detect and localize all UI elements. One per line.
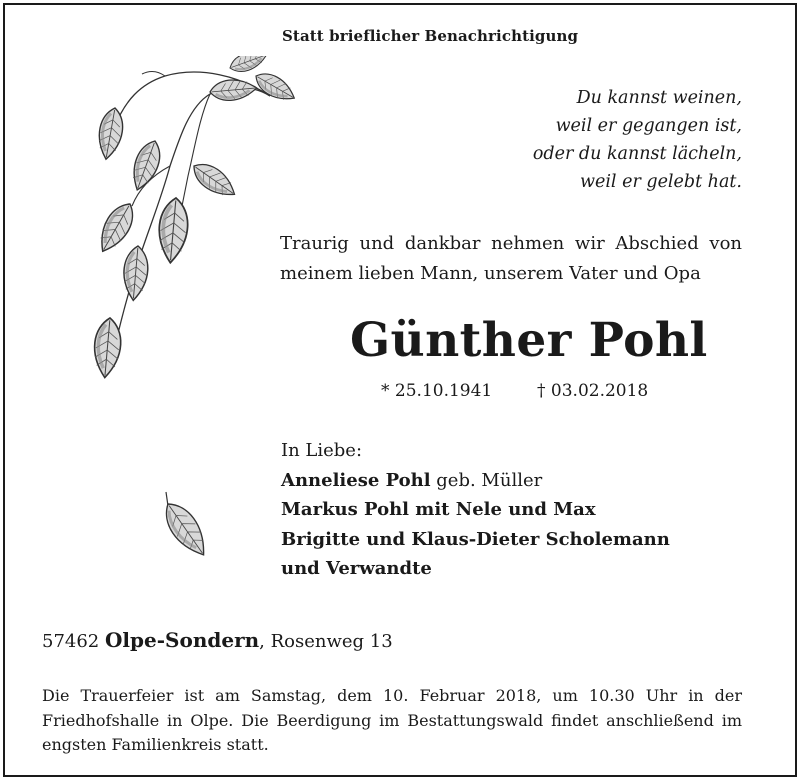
header-note: Statt brieflicher Benachrichtigung	[282, 27, 579, 45]
mourner-line	[281, 525, 670, 555]
mourners-list	[281, 436, 670, 584]
mourner-spouse	[281, 466, 670, 496]
mourner-line	[281, 495, 670, 525]
address	[42, 628, 393, 652]
farewell-line: meinem lieben Mann, unserem Vater und Opa	[280, 263, 701, 284]
birch-branch-illustration	[70, 56, 310, 386]
notice-line: Friedhofshalle in Olpe. Die Beerdigung im Bestattungswald findet anschließend im	[42, 710, 742, 730]
spouse-maiden-name: geb. Müller	[430, 469, 543, 491]
farewell-line: Traurig und dankbar nehmen wir Abschied von	[280, 233, 742, 254]
mourner-name: Brigitte und Klaus-Dieter Scholemann	[281, 528, 670, 550]
poem-line: weil er gelebt hat.	[580, 172, 742, 192]
deceased-name: Günther Pohl	[350, 313, 708, 368]
mourners-heading: In Liebe:	[281, 440, 363, 461]
poem	[533, 84, 742, 196]
address-street: , Rosenweg 13	[259, 631, 393, 652]
mourner-line	[281, 554, 670, 584]
notice-line: Die Trauerfeier ist am Samstag, dem 10. Februar 2018, um 10.30 Uhr in der	[42, 686, 742, 705]
funeral-notice	[42, 684, 742, 758]
farewell-text	[280, 229, 742, 289]
falling-leaf-illustration	[150, 488, 210, 578]
address-zip: 57462	[42, 631, 100, 652]
poem-line: Du kannst weinen,	[576, 88, 742, 108]
address-city: Olpe-Sondern	[105, 628, 260, 652]
birth-date: * 25.10.1941	[381, 381, 493, 401]
spouse-name: Anneliese Pohl	[281, 469, 431, 491]
poem-line: oder du kannst lächeln,	[532, 144, 742, 164]
death-date: † 03.02.2018	[537, 381, 649, 401]
mourner-name: und Verwandte	[281, 558, 432, 579]
mourner-name: Markus Pohl mit Nele und Max	[281, 499, 596, 520]
poem-line: weil er gegangen ist,	[555, 116, 742, 136]
notice-line: engsten Familienkreis statt.	[42, 735, 269, 754]
